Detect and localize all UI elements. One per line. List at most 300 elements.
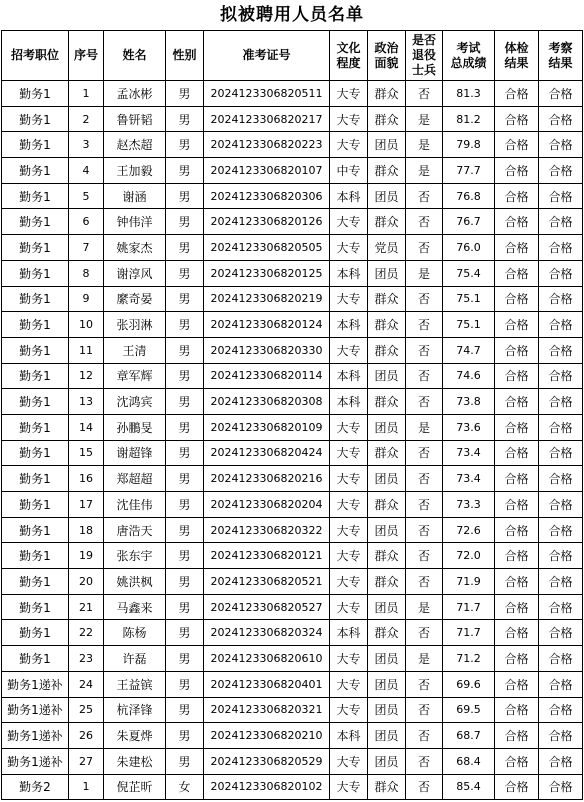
name-cell: 朱夏烨: [104, 723, 166, 749]
education-cell: 大专: [330, 543, 368, 569]
review-cell: 合格: [539, 132, 583, 158]
exam-id-cell: 2024123306820610: [204, 646, 330, 672]
name-cell: 孙鵬旻: [104, 414, 166, 440]
veteran-cell: 否: [406, 209, 443, 235]
gender-cell: 男: [166, 363, 204, 389]
score-cell: 73.4: [443, 440, 495, 466]
score-cell: 71.2: [443, 646, 495, 672]
position-cell: 勤务2: [2, 774, 69, 800]
political-cell: 群众: [368, 158, 406, 184]
table-row: [2, 235, 583, 261]
position-cell: 勤务1: [2, 414, 69, 440]
table-row: [2, 517, 583, 543]
gender-cell: 男: [166, 594, 204, 620]
table-row: [2, 620, 583, 646]
veteran-cell: 否: [406, 235, 443, 261]
table-row: [2, 723, 583, 749]
header-position: 招考职位: [2, 31, 69, 81]
exam-id-cell: 2024123306820219: [204, 286, 330, 312]
exam-id-cell: 2024123306820210: [204, 723, 330, 749]
score-cell: 69.6: [443, 671, 495, 697]
table-row: [2, 312, 583, 338]
position-cell: 勤务1: [2, 517, 69, 543]
review-cell: 合格: [539, 286, 583, 312]
name-cell: 张东宇: [104, 543, 166, 569]
education-cell: 本科: [330, 723, 368, 749]
review-cell: 合格: [539, 414, 583, 440]
veteran-cell: 是: [406, 414, 443, 440]
name-cell: 谢淳风: [104, 260, 166, 286]
exam-id-cell: 2024123306820109: [204, 414, 330, 440]
review-cell: 合格: [539, 158, 583, 184]
exam-id-cell: 2024123306820217: [204, 106, 330, 132]
veteran-cell: 否: [406, 697, 443, 723]
review-cell: 合格: [539, 363, 583, 389]
political-cell: 群众: [368, 492, 406, 518]
veteran-cell: 否: [406, 517, 443, 543]
review-cell: 合格: [539, 440, 583, 466]
table-row: [2, 389, 583, 415]
political-cell: 团员: [368, 183, 406, 209]
seq-cell: 13: [69, 389, 104, 415]
gender-cell: 男: [166, 158, 204, 184]
exam-id-cell: 2024123306820424: [204, 440, 330, 466]
medical-cell: 合格: [495, 774, 539, 800]
political-cell: 群众: [368, 440, 406, 466]
medical-cell: 合格: [495, 209, 539, 235]
medical-cell: 合格: [495, 312, 539, 338]
position-cell: 勤务1: [2, 81, 69, 107]
education-cell: 大专: [330, 286, 368, 312]
veteran-cell: 否: [406, 492, 443, 518]
score-cell: 75.4: [443, 260, 495, 286]
veteran-cell: 否: [406, 183, 443, 209]
score-cell: 76.7: [443, 209, 495, 235]
position-cell: 勤务1: [2, 389, 69, 415]
seq-cell: 11: [69, 337, 104, 363]
gender-cell: 男: [166, 337, 204, 363]
score-cell: 72.6: [443, 517, 495, 543]
review-cell: 合格: [539, 389, 583, 415]
review-cell: 合格: [539, 337, 583, 363]
table-row: [2, 594, 583, 620]
review-cell: 合格: [539, 569, 583, 595]
review-cell: 合格: [539, 620, 583, 646]
name-cell: 倪芷昕: [104, 774, 166, 800]
exam-id-cell: 2024123306820114: [204, 363, 330, 389]
gender-cell: 男: [166, 748, 204, 774]
review-cell: 合格: [539, 466, 583, 492]
score-cell: 85.4: [443, 774, 495, 800]
score-cell: 76.0: [443, 235, 495, 261]
seq-cell: 20: [69, 569, 104, 595]
review-cell: 合格: [539, 235, 583, 261]
name-cell: 唐浩天: [104, 517, 166, 543]
review-cell: 合格: [539, 774, 583, 800]
table-body: [2, 81, 583, 800]
political-cell: 团员: [368, 671, 406, 697]
medical-cell: 合格: [495, 183, 539, 209]
gender-cell: 女: [166, 774, 204, 800]
name-cell: 赵杰超: [104, 132, 166, 158]
veteran-cell: 否: [406, 286, 443, 312]
position-cell: 勤务1: [2, 260, 69, 286]
name-cell: 朱建松: [104, 748, 166, 774]
veteran-cell: 是: [406, 132, 443, 158]
education-cell: 本科: [330, 363, 368, 389]
political-cell: 团员: [368, 363, 406, 389]
score-cell: 75.1: [443, 286, 495, 312]
veteran-cell: 否: [406, 774, 443, 800]
page-title: 拟被聘用人员名单: [220, 5, 364, 25]
score-cell: 75.1: [443, 312, 495, 338]
exam-id-cell: 2024123306820124: [204, 312, 330, 338]
review-cell: 合格: [539, 646, 583, 672]
medical-cell: 合格: [495, 286, 539, 312]
education-cell: 大专: [330, 697, 368, 723]
gender-cell: 男: [166, 106, 204, 132]
education-cell: 大专: [330, 671, 368, 697]
score-cell: 68.7: [443, 723, 495, 749]
exam-id-cell: 2024123306820306: [204, 183, 330, 209]
education-cell: 大专: [330, 440, 368, 466]
veteran-cell: 否: [406, 337, 443, 363]
exam-id-cell: 2024123306820505: [204, 235, 330, 261]
name-cell: 杭泽锋: [104, 697, 166, 723]
exam-id-cell: 2024123306820121: [204, 543, 330, 569]
gender-cell: 男: [166, 414, 204, 440]
header-score: 考试 总成绩: [443, 31, 495, 81]
table-row: [2, 569, 583, 595]
table-row: [2, 81, 583, 107]
header-review: 考察 结果: [539, 31, 583, 81]
table-row: [2, 697, 583, 723]
score-cell: 68.4: [443, 748, 495, 774]
veteran-cell: 是: [406, 260, 443, 286]
table-row: [2, 209, 583, 235]
position-cell: 勤务1: [2, 492, 69, 518]
seq-cell: 18: [69, 517, 104, 543]
name-cell: 谢超锋: [104, 440, 166, 466]
exam-id-cell: 2024123306820324: [204, 620, 330, 646]
exam-id-cell: 2024123306820125: [204, 260, 330, 286]
education-cell: 本科: [330, 183, 368, 209]
education-cell: 大专: [330, 517, 368, 543]
political-cell: 团员: [368, 132, 406, 158]
veteran-cell: 否: [406, 81, 443, 107]
table-row: [2, 260, 583, 286]
seq-cell: 24: [69, 671, 104, 697]
medical-cell: 合格: [495, 646, 539, 672]
table-row: [2, 286, 583, 312]
seq-cell: 17: [69, 492, 104, 518]
review-cell: 合格: [539, 517, 583, 543]
education-cell: 大专: [330, 106, 368, 132]
position-cell: 勤务1递补: [2, 671, 69, 697]
name-cell: 王益镔: [104, 671, 166, 697]
header-name: 姓名: [104, 31, 166, 81]
education-cell: 大专: [330, 132, 368, 158]
table-row: [2, 774, 583, 800]
score-cell: 74.7: [443, 337, 495, 363]
score-cell: 79.8: [443, 132, 495, 158]
review-cell: 合格: [539, 748, 583, 774]
gender-cell: 男: [166, 723, 204, 749]
education-cell: 大专: [330, 209, 368, 235]
medical-cell: 合格: [495, 620, 539, 646]
seq-cell: 21: [69, 594, 104, 620]
table-row: [2, 106, 583, 132]
exam-id-cell: 2024123306820330: [204, 337, 330, 363]
name-cell: 縻奇晏: [104, 286, 166, 312]
gender-cell: 男: [166, 569, 204, 595]
political-cell: 群众: [368, 569, 406, 595]
seq-cell: 16: [69, 466, 104, 492]
education-cell: 本科: [330, 389, 368, 415]
medical-cell: 合格: [495, 414, 539, 440]
exam-id-cell: 2024123306820204: [204, 492, 330, 518]
table-row: [2, 748, 583, 774]
position-cell: 勤务1: [2, 286, 69, 312]
name-cell: 王加毅: [104, 158, 166, 184]
table-row: [2, 414, 583, 440]
political-cell: 团员: [368, 697, 406, 723]
education-cell: 本科: [330, 260, 368, 286]
exam-id-cell: 2024123306820102: [204, 774, 330, 800]
position-cell: 勤务1: [2, 543, 69, 569]
seq-cell: 26: [69, 723, 104, 749]
exam-id-cell: 2024123306820216: [204, 466, 330, 492]
name-cell: 沈佳伟: [104, 492, 166, 518]
score-cell: 77.7: [443, 158, 495, 184]
political-cell: 群众: [368, 81, 406, 107]
exam-id-cell: 2024123306820527: [204, 594, 330, 620]
header-gender: 性别: [166, 31, 204, 81]
seq-cell: 3: [69, 132, 104, 158]
header-education: 文化 程度: [330, 31, 368, 81]
political-cell: 团员: [368, 723, 406, 749]
position-cell: 勤务1: [2, 235, 69, 261]
position-cell: 勤务1: [2, 106, 69, 132]
review-cell: 合格: [539, 183, 583, 209]
medical-cell: 合格: [495, 748, 539, 774]
seq-cell: 2: [69, 106, 104, 132]
political-cell: 群众: [368, 543, 406, 569]
review-cell: 合格: [539, 312, 583, 338]
education-cell: 大专: [330, 569, 368, 595]
medical-cell: 合格: [495, 389, 539, 415]
score-cell: 74.6: [443, 363, 495, 389]
review-cell: 合格: [539, 106, 583, 132]
position-cell: 勤务1: [2, 569, 69, 595]
table-row: [2, 363, 583, 389]
position-cell: 勤务1: [2, 337, 69, 363]
position-cell: 勤务1: [2, 620, 69, 646]
exam-id-cell: 2024123306820529: [204, 748, 330, 774]
veteran-cell: 否: [406, 363, 443, 389]
education-cell: 中专: [330, 158, 368, 184]
medical-cell: 合格: [495, 158, 539, 184]
position-cell: 勤务1: [2, 466, 69, 492]
name-cell: 姚洪枫: [104, 569, 166, 595]
position-cell: 勤务1: [2, 440, 69, 466]
medical-cell: 合格: [495, 466, 539, 492]
gender-cell: 男: [166, 440, 204, 466]
name-cell: 马鑫来: [104, 594, 166, 620]
veteran-cell: 否: [406, 389, 443, 415]
medical-cell: 合格: [495, 440, 539, 466]
seq-cell: 23: [69, 646, 104, 672]
education-cell: 大专: [330, 774, 368, 800]
seq-cell: 12: [69, 363, 104, 389]
position-cell: 勤务1递补: [2, 697, 69, 723]
gender-cell: 男: [166, 81, 204, 107]
exam-id-cell: 2024123306820401: [204, 671, 330, 697]
table-row: [2, 132, 583, 158]
education-cell: 大专: [330, 337, 368, 363]
political-cell: 团员: [368, 646, 406, 672]
review-cell: 合格: [539, 260, 583, 286]
position-cell: 勤务1: [2, 594, 69, 620]
medical-cell: 合格: [495, 517, 539, 543]
political-cell: 群众: [368, 209, 406, 235]
table-row: [2, 158, 583, 184]
gender-cell: 男: [166, 132, 204, 158]
seq-cell: 8: [69, 260, 104, 286]
political-cell: 群众: [368, 286, 406, 312]
header-row: [2, 31, 583, 81]
seq-cell: 22: [69, 620, 104, 646]
name-cell: 鲁钘韬: [104, 106, 166, 132]
veteran-cell: 否: [406, 569, 443, 595]
gender-cell: 男: [166, 235, 204, 261]
review-cell: 合格: [539, 81, 583, 107]
score-cell: 73.3: [443, 492, 495, 518]
medical-cell: 合格: [495, 569, 539, 595]
seq-cell: 5: [69, 183, 104, 209]
score-cell: 73.6: [443, 414, 495, 440]
hiring-table: [1, 30, 583, 800]
score-cell: 73.8: [443, 389, 495, 415]
seq-cell: 7: [69, 235, 104, 261]
score-cell: 73.4: [443, 466, 495, 492]
seq-cell: 25: [69, 697, 104, 723]
position-cell: 勤务1: [2, 646, 69, 672]
table-row: [2, 183, 583, 209]
position-cell: 勤务1: [2, 209, 69, 235]
exam-id-cell: 2024123306820107: [204, 158, 330, 184]
gender-cell: 男: [166, 209, 204, 235]
veteran-cell: 否: [406, 466, 443, 492]
seq-cell: 1: [69, 774, 104, 800]
score-cell: 71.7: [443, 594, 495, 620]
political-cell: 党员: [368, 235, 406, 261]
header-exam-id: 准考证号: [204, 31, 330, 81]
seq-cell: 27: [69, 748, 104, 774]
seq-cell: 1: [69, 81, 104, 107]
exam-id-cell: 2024123306820321: [204, 697, 330, 723]
seq-cell: 19: [69, 543, 104, 569]
seq-cell: 10: [69, 312, 104, 338]
medical-cell: 合格: [495, 106, 539, 132]
political-cell: 群众: [368, 337, 406, 363]
gender-cell: 男: [166, 183, 204, 209]
score-cell: 71.7: [443, 620, 495, 646]
medical-cell: 合格: [495, 235, 539, 261]
medical-cell: 合格: [495, 671, 539, 697]
education-cell: 大专: [330, 594, 368, 620]
medical-cell: 合格: [495, 594, 539, 620]
table-row: [2, 492, 583, 518]
political-cell: 团员: [368, 466, 406, 492]
gender-cell: 男: [166, 517, 204, 543]
name-cell: 许磊: [104, 646, 166, 672]
veteran-cell: 是: [406, 106, 443, 132]
name-cell: 陈杨: [104, 620, 166, 646]
medical-cell: 合格: [495, 260, 539, 286]
political-cell: 团员: [368, 594, 406, 620]
table-row: [2, 466, 583, 492]
medical-cell: 合格: [495, 132, 539, 158]
veteran-cell: 否: [406, 312, 443, 338]
header-veteran: 是否 退役 士兵: [406, 31, 443, 81]
exam-id-cell: 2024123306820223: [204, 132, 330, 158]
exam-id-cell: 2024123306820126: [204, 209, 330, 235]
score-cell: 71.9: [443, 569, 495, 595]
veteran-cell: 否: [406, 723, 443, 749]
gender-cell: 男: [166, 286, 204, 312]
gender-cell: 男: [166, 671, 204, 697]
name-cell: 王清: [104, 337, 166, 363]
position-cell: 勤务1递补: [2, 723, 69, 749]
gender-cell: 男: [166, 543, 204, 569]
seq-cell: 14: [69, 414, 104, 440]
political-cell: 团员: [368, 260, 406, 286]
name-cell: 沈鸿宾: [104, 389, 166, 415]
education-cell: 大专: [330, 235, 368, 261]
header-seq: 序号: [69, 31, 104, 81]
medical-cell: 合格: [495, 543, 539, 569]
gender-cell: 男: [166, 492, 204, 518]
veteran-cell: 否: [406, 671, 443, 697]
score-cell: 81.3: [443, 81, 495, 107]
medical-cell: 合格: [495, 723, 539, 749]
education-cell: 本科: [330, 620, 368, 646]
position-cell: 勤务1: [2, 158, 69, 184]
medical-cell: 合格: [495, 492, 539, 518]
table-row: [2, 440, 583, 466]
veteran-cell: 否: [406, 440, 443, 466]
medical-cell: 合格: [495, 697, 539, 723]
review-cell: 合格: [539, 209, 583, 235]
political-cell: 群众: [368, 620, 406, 646]
education-cell: 大专: [330, 414, 368, 440]
education-cell: 大专: [330, 646, 368, 672]
name-cell: 姚家杰: [104, 235, 166, 261]
medical-cell: 合格: [495, 337, 539, 363]
political-cell: 群众: [368, 389, 406, 415]
veteran-cell: 否: [406, 748, 443, 774]
table-row: [2, 671, 583, 697]
veteran-cell: 是: [406, 646, 443, 672]
exam-id-cell: 2024123306820308: [204, 389, 330, 415]
exam-id-cell: 2024123306820511: [204, 81, 330, 107]
gender-cell: 男: [166, 466, 204, 492]
political-cell: 群众: [368, 312, 406, 338]
gender-cell: 男: [166, 697, 204, 723]
seq-cell: 4: [69, 158, 104, 184]
political-cell: 团员: [368, 748, 406, 774]
